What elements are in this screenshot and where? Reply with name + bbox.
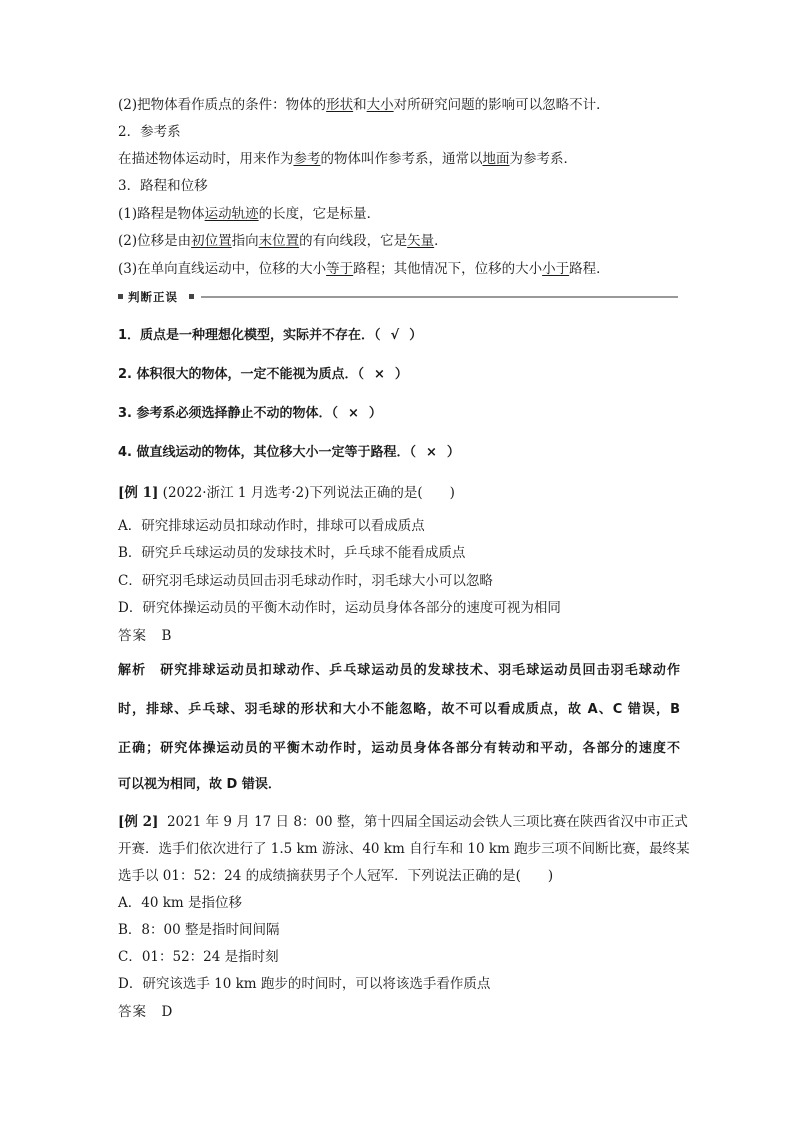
option-d: D．研究体操运动员的平衡木动作时，运动员身体各部分的速度可视为相同 [118,600,561,616]
underlined-answer: 参考 [293,151,321,167]
text: 指向 [231,233,259,249]
analysis-line: 解析 研究排球运动员扣球动作、乒乓球运动员的发球技术、羽毛球运动员回击羽毛球动作 [118,663,680,678]
example-stem: (2022·浙江 1 月选考·2)下列说法正确的是( ) [162,485,455,501]
path-line-1 [118,205,380,223]
check-mark-icon: √ [390,328,400,343]
judgment-item [118,327,422,345]
text: (1)路程是物体 [118,206,205,222]
underlined-answer: 矢量 [407,233,435,249]
text: 的有向线段，它是 [299,233,408,249]
cross-mark-icon: × [348,406,359,421]
particle-condition-line [118,96,610,114]
underlined-answer: 初位置 [191,233,232,249]
option-a: A．研究排球运动员扣球动作时，排球可以看成质点 [118,518,425,534]
text: (2)位移是由 [118,233,192,249]
underlined-answer: 末位置 [258,233,300,249]
example-tag: [例 1] [118,485,159,501]
option-b: B．研究乒乓球运动员的发球技术时，乒乓球不能看成质点 [118,545,466,561]
example-2-stem-cont: 开赛．选手们依次进行了 1.5 km 游泳、40 km 自行车和 10 km 跑步三项不间断比赛，最终某 [118,841,690,857]
text: 的长度，它是标量． [258,206,381,222]
example-2-stem [118,813,688,831]
square-bullet-icon [118,294,123,299]
text: 为参考系． [509,151,577,167]
example-2-stem-cont: 选手以 01：52：24 的成绩摘获男子个人冠军．下列说法正确的是( ) [118,868,554,884]
example-stem: 2021 年 9 月 17 日 8：00 整，第十四届全国运动会铁人三项比赛在陕西省汉中市正式 [166,814,688,830]
path-line-3 [118,260,610,278]
cross-mark-icon: × [426,445,437,460]
judgment-item [118,405,382,423]
judgment-close: ） [394,367,408,382]
judgment-text: 2. 体积很大的物体，一定不能视为质点．（ [118,367,365,382]
text: 路程；其他情况下，位移的大小 [353,261,543,277]
option-c: C．01：52：24 是指时刻 [118,949,279,965]
example-tag: [例 2] [118,814,159,830]
answer-line: 答案 B [118,628,173,644]
divider-label: 判断正误 [128,290,178,304]
path-line-2 [118,232,448,250]
heading-reference-frame: 2．参考系 [118,124,181,140]
text: 在描述物体运动时，用来作为 [118,151,294,167]
analysis-line: 正确；研究体操运动员的平衡木动作时，运动员身体各部分有转动和平动，各部分的速度不 [118,741,680,756]
judgment-item [118,444,460,462]
text: ． [434,233,448,249]
text: (3)在单向直线运动中，位移的大小 [118,261,327,277]
judgment-text: 4. 做直线运动的物体，其位移大小一定等于路程．（ [118,445,417,460]
reference-frame-line [118,150,577,168]
underlined-answer: 等于 [326,261,354,277]
judgment-close: ） [409,328,423,343]
analysis-line: 时，排球、乒乓球、羽毛球的形状和大小不能忽略，故不可以看成质点，故 A、C 错误，B [118,702,680,717]
judgment-close: ） [368,406,382,421]
underlined-answer: 形状 [326,97,354,113]
divider-rule [201,296,678,298]
judgment-close: ） [446,445,460,460]
option-d: D．研究该选手 10 km 跑步的时间时，可以将该选手看作质点 [118,976,491,992]
example-1-stem [118,484,455,502]
option-c: C．研究羽毛球运动员回击羽毛球动作时，羽毛球大小可以忽略 [118,573,493,589]
judgment-item [118,366,408,384]
text: 的物体叫作参考系，通常以 [320,151,483,167]
underlined-answer: 运动轨迹 [204,206,259,222]
judgment-text: 3. 参考系必须选择静止不动的物体．（ [118,406,339,421]
option-b: B．8：00 整是指时间间隔 [118,922,280,938]
underlined-answer: 大小 [366,97,394,113]
text: 路程． [569,261,610,277]
judgment-text: 1．质点是一种理想化模型，实际并不存在．（ [118,328,381,343]
answer-line: 答案 D [118,1004,174,1020]
text: 和 [353,97,367,113]
section-divider [118,290,678,304]
underlined-answer: 小于 [542,261,570,277]
heading-path-displacement: 3．路程和位移 [118,178,208,194]
option-a: A．40 km 是指位移 [118,895,242,911]
analysis-line: 可以视为相同，故 D 错误． [118,777,281,792]
text: 对所研究问题的影响可以忽略不计． [393,97,610,113]
cross-mark-icon: × [374,367,385,382]
text: (2)把物体看作质点的条件：物体的 [118,97,327,113]
underlined-answer: 地面 [482,151,510,167]
square-bullet-icon [189,294,194,299]
